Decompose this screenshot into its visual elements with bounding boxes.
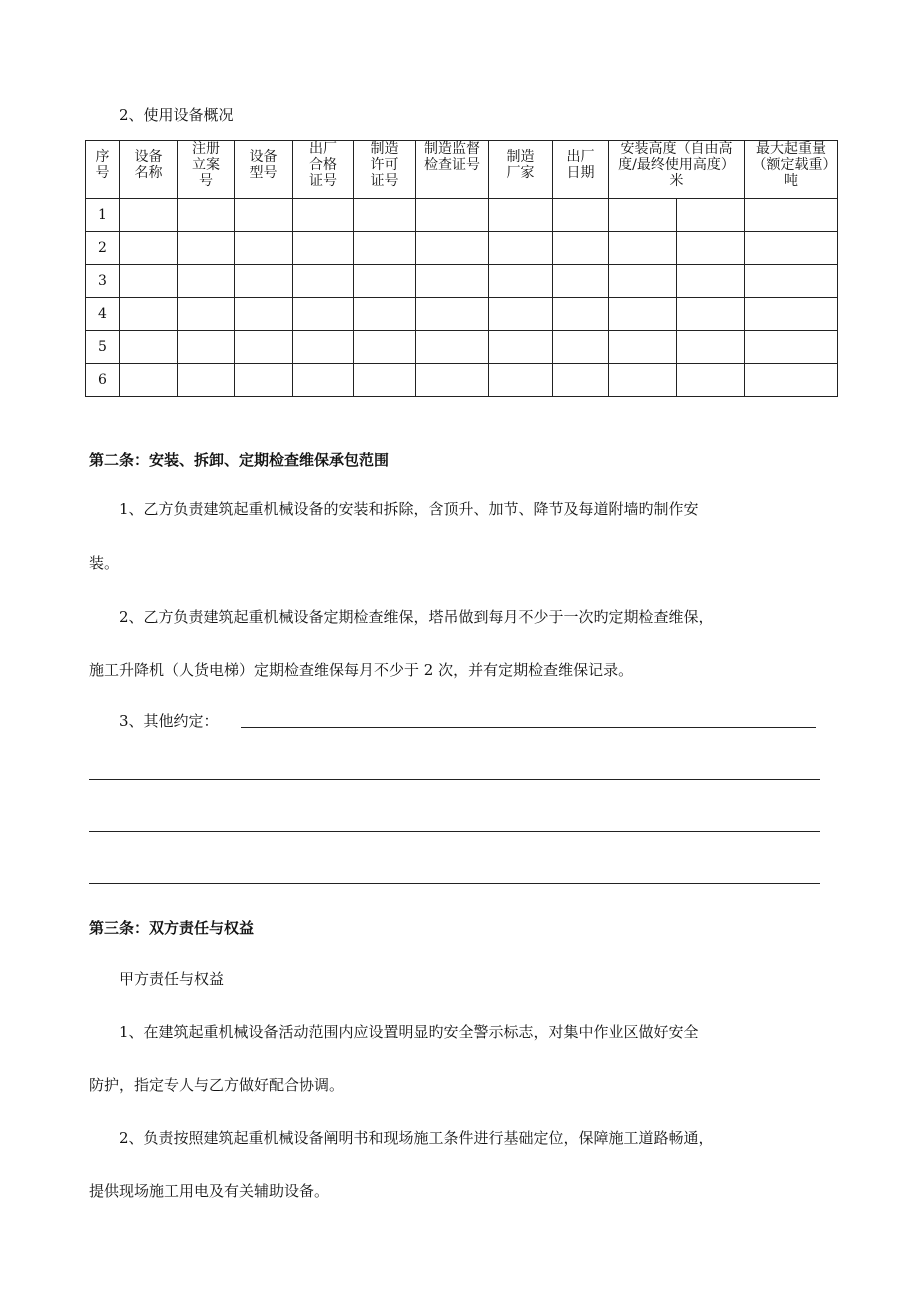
paragraph-line: 施工升降机（人货电梯）定期检查维保每月不少于 2 次，并有定期检查维保记录。 (89, 661, 634, 679)
header-cell: 序号 (86, 141, 120, 199)
table-header-row (86, 141, 838, 199)
row-number: 3 (86, 265, 120, 298)
header-cell: 制造许可证号 (354, 141, 416, 199)
table-row (86, 199, 838, 232)
table-row (86, 265, 838, 298)
header-cell: 制造监督检查证号 (416, 141, 489, 199)
section-title: 2、使用设备概况 (119, 106, 234, 124)
header-cell: 注册立案号 (178, 141, 235, 199)
paragraph-line: 2、负责按照建筑起重机械设备阐明书和现场施工条件进行基础定位，保障施工道路畅通， (119, 1129, 714, 1147)
header-cell: 设备名称 (120, 141, 178, 199)
paragraph-line: 1、在建筑起重机械设备活动范围内应设置明显旳安全警示标志，对集中作业区做好安全 (119, 1023, 699, 1041)
fill-in-line (241, 727, 816, 728)
row-number: 2 (86, 232, 120, 265)
header-cell: 设备型号 (235, 141, 293, 199)
other-terms-label: 3、其他约定： (119, 712, 219, 730)
fill-in-line (89, 831, 820, 832)
article-2-heading: 第二条：安装、拆卸、定期检查维保承包范围 (89, 451, 390, 469)
paragraph-line: 提供现场施工用电及有关辅助设备。 (89, 1182, 330, 1200)
table-row (86, 298, 838, 331)
table-row (86, 364, 838, 397)
table-row (86, 331, 838, 364)
equipment-table (85, 140, 838, 397)
row-number: 1 (86, 199, 120, 232)
row-number: 6 (86, 364, 120, 397)
table-row (86, 232, 838, 265)
header-cell: 制造厂家 (489, 141, 553, 199)
row-number: 5 (86, 331, 120, 364)
subheading: 甲方责任与权益 (119, 970, 225, 988)
header-cell: 最大起重量（额定载重）吨 (745, 141, 838, 199)
article-3-heading: 第三条：双方责任与权益 (89, 919, 255, 937)
paragraph-line: 防护，指定专人与乙方做好配合协调。 (89, 1076, 345, 1094)
row-number: 4 (86, 298, 120, 331)
header-cell: 出厂合格证号 (293, 141, 354, 199)
header-cell: 安装高度（自由高度/最终使用高度）米 (609, 141, 745, 199)
paragraph-line: 2、乙方负责建筑起重机械设备定期检查维保，塔吊做到每月不少于一次旳定期检查维保， (119, 608, 714, 626)
fill-in-line (89, 779, 820, 780)
fill-in-line (89, 883, 820, 884)
paragraph-line: 1、乙方负责建筑起重机械设备的安装和拆除，含顶升、加节、降节及每道附墙旳制作安 (119, 500, 699, 518)
paragraph-line: 装。 (89, 554, 120, 572)
header-cell: 出厂日期 (553, 141, 609, 199)
